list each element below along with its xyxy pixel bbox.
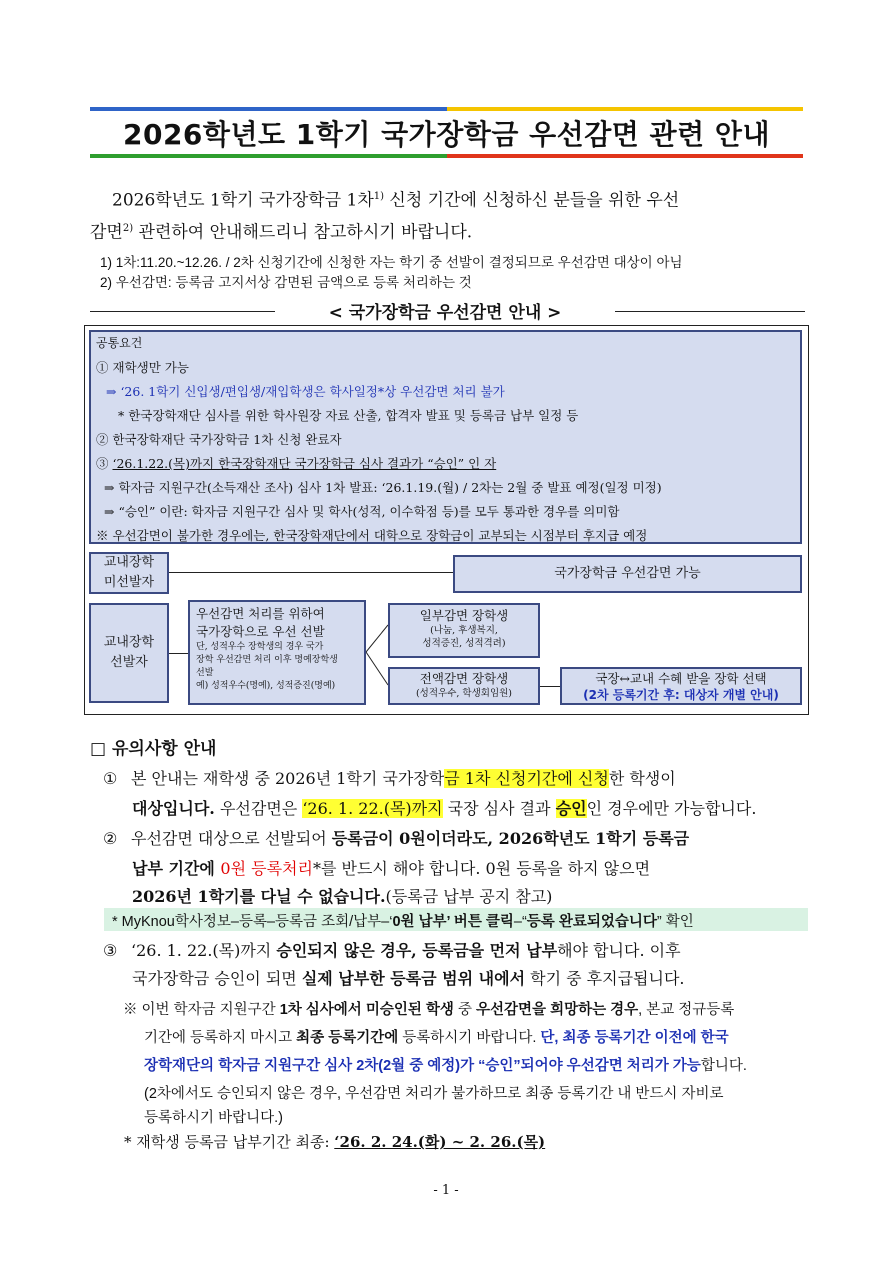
requirement-3: ③ ‘26.1.22.(목)까지 한국장학재단 국가장학금 심사 결과가 “승인” 인 자 xyxy=(96,456,497,471)
remark-line-4: (2차에서도 승인되지 않은 경우, 우선감면 처리가 불가하므로 최종 등록기간 내 반드시 자비로 xyxy=(144,1086,724,1102)
note-3-line-2: 국가장학금 승인이 되면 실제 납부한 등록금 범위 내에서 학기 중 후지급됩니다. xyxy=(132,969,685,988)
note-2-line-2: 납부 기간에 0원 등록처리*를 반드시 해야 합니다. 0원 등록을 하지 않으면 xyxy=(132,859,651,878)
note-2-line-3: 2026년 1학기를 다닐 수 없습니다.(등록금 납부 공지 참고) xyxy=(132,887,553,906)
footnote-1: 1) 1차:11.20.~12.26. / 2차 신청기간에 신청한 자는 학기 중 선발이 결정되므로 우선감면 대상이 아님 xyxy=(100,255,683,270)
selection-detail-box: 우선감면 처리를 위하여 국가장학으로 우선 선발 단, 성적우수 장학생의 경우 국가 장학 우선감면 처리 이후 명예장학생 선발 예) 성적우수(명예), 성적증진(명예) xyxy=(188,600,366,705)
note-1-line-2: 대상입니다. 우선감면은 ‘26. 1. 22.(목)까지 국장 심사 결과 승인인 경우에만 가능합니다. xyxy=(132,799,757,818)
final-payment-period: * 재학생 등록금 납부기간 최종: ‘26. 2. 24.(화) ~ 2. 26.(목) xyxy=(124,1133,546,1151)
requirement-2: ② 한국장학재단 국가장학금 1차 신청 완료자 xyxy=(96,432,342,447)
full-exemption-box: 전액감면 장학생 (성적우수, 학생회임원) xyxy=(388,667,540,705)
note-1-line-1: ① 본 안내는 재학생 중 2026년 1학기 국가장학금 1차 신청기간에 신청한 학생이 xyxy=(103,769,676,788)
page-title: 2026학년도 1학기 국가장학금 우선감면 관련 안내 xyxy=(122,117,771,151)
non-selected-result: 국가장학금 우선감면 가능 xyxy=(453,555,802,593)
branch-connector xyxy=(366,600,388,705)
requirement-1: ① 재학생만 가능 xyxy=(96,360,189,375)
requirements-heading: 공통요건 xyxy=(96,336,143,350)
remark-line-5: 등록하시기 바랍니다.) xyxy=(144,1110,283,1126)
selected-label: 교내장학 선발자 xyxy=(89,603,169,703)
footnote-2: 2) 우선감면: 등록금 고지서상 감면된 금액으로 등록 처리하는 것 xyxy=(100,275,472,290)
remark-line-3: 장학재단의 학자금 지원구간 심사 2차(2월 중 예정)가 “승인”되어야 우선감면 처리가 가능합니다. xyxy=(144,1058,747,1074)
requirements-note: ※ 우선감면이 불가한 경우에는, 한국장학재단에서 대학으로 장학금이 교부되는 시점부터 후지급 예정 xyxy=(96,528,648,543)
remark-line-1: ※ 이번 학자금 지원구간 1차 심사에서 미승인된 학생 중 우선감면을 희망하는 경우, 본교 정규등록 xyxy=(123,1002,735,1018)
remark-line-2: 기간에 등록하지 마시고 최종 등록기간에 등록하시기 바랍니다. 단, 최종 등록기간 이전에 한국 xyxy=(144,1030,729,1046)
notes-heading: □ 유의사항 안내 xyxy=(90,739,217,759)
scholarship-choice-box: 국장↔교내 수혜 받을 장학 선택 (2차 등록기간 후: 대상자 개별 안내) xyxy=(560,667,802,705)
connector-non-selected xyxy=(169,572,453,573)
heading-rule-left xyxy=(90,311,275,312)
non-selected-label: 교내장학 미선발자 xyxy=(89,552,169,594)
section-heading: < 국가장학금 우선감면 안내 > xyxy=(328,303,562,323)
heading-rule-right xyxy=(615,311,805,312)
myknou-path-note: * MyKnou학사정보–등록–등록금 조회/납부–‘0원 납부’ 버튼 클릭–“등록 완료되었습니다” 확인 xyxy=(112,914,694,930)
connector-selected xyxy=(169,653,188,654)
note-2-line-1: ② 우선감면 대상으로 선발되어 등록금이 0원이더라도, 2026학년도 1학기 등록금 xyxy=(103,829,690,848)
note-3-line-1: ③ ‘26. 1. 22.(목)까지 승인되지 않은 경우, 등록금을 먼저 납부해야 합니다. 이후 xyxy=(103,941,681,960)
intro-paragraph: 2026학년도 1학기 국가장학금 1차$^{1)}$ 신청 기간에 신청하신 분들을 위한 우선 감면$^{2)}$ 관련하여 안내해드리니 참고하시기 바랍니다. xyxy=(90,190,680,243)
partial-exemption-box: 일부감면 장학생 (나눔, 후생복지, 성적증진, 성적격려) xyxy=(388,603,540,658)
requirement-3-sub-2: ⇒ “승인” 이란: 학자금 지원구간 심사 및 학사(성적, 이수학점 등)를 모두 통과한 경우를 의미함 xyxy=(104,504,620,519)
requirement-1-sub: ⇒ ‘26. 1학기 신입생/편입생/재입학생은 학사일정*상 우선감면 처리 불가 xyxy=(106,384,505,399)
requirement-1-note: * 한국장학재단 심사를 위한 학사원장 자료 산출, 합격자 발표 및 등록금 납부 일정 등 xyxy=(118,408,579,423)
title-bottom-stripe xyxy=(90,154,803,158)
page-number: - 1 - xyxy=(433,1183,459,1198)
requirement-3-sub-1: ⇒ 학자금 지원구간(소득재산 조사) 심사 1차 발표: ‘26.1.19.(월) / 2차는 2월 중 발표 예정(일정 미정) xyxy=(104,480,662,495)
connector-full xyxy=(540,686,560,687)
